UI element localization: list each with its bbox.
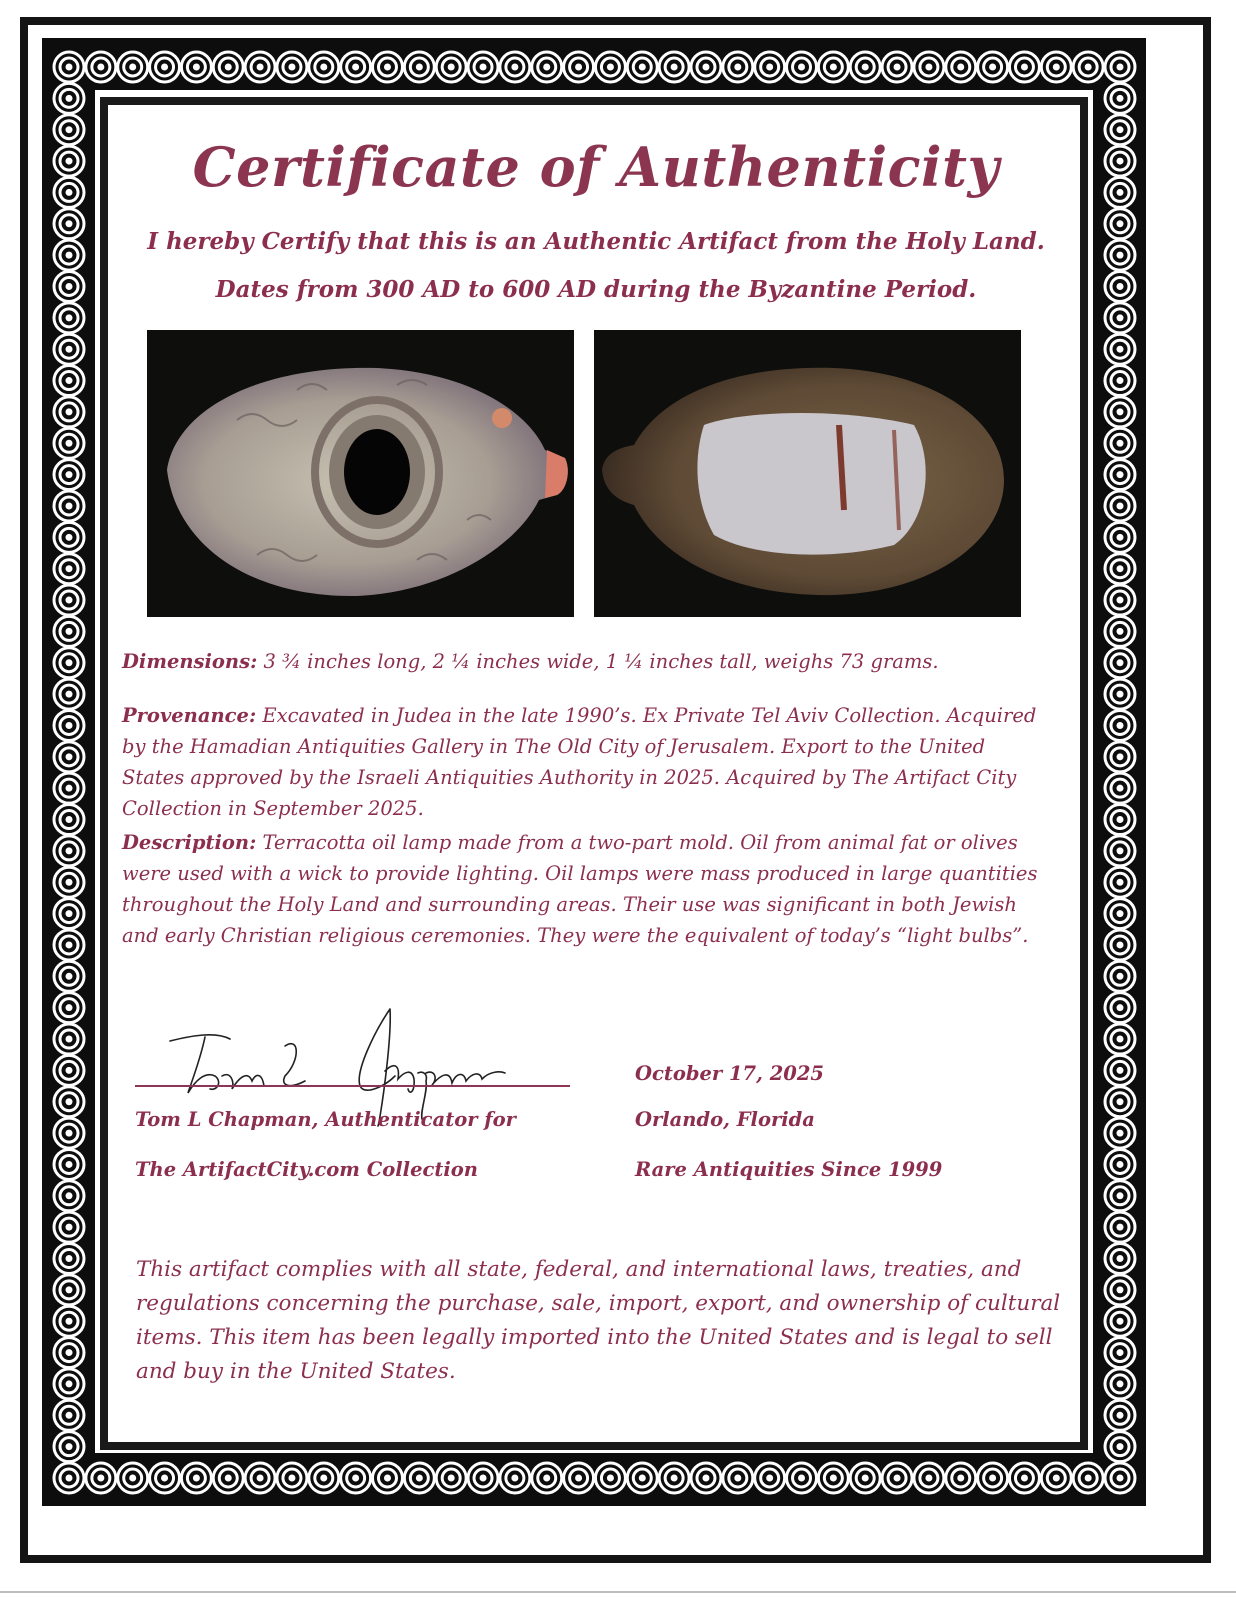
oil-lamp-top-photo <box>147 330 574 617</box>
legal-compliance-statement: This artifact complies with all state, federal, and international laws, treaties, and regulations concerning the purchase, sale, import, export, and ownership of cultural items. This item has been legally imported into the United States and is legal to sell and buy in the United States. <box>136 1257 1061 1384</box>
date-range-statement: Dates from 300 AD to 600 AD during the Byzantine Period. <box>215 276 977 303</box>
dimensions-text: 3 ¾ inches long, 2 ¼ inches wide, 1 ¼ inches tall, weighs 73 grams. <box>257 650 939 673</box>
certificate-title: Certificate of Authenticity <box>192 135 1000 199</box>
certificate-date: October 17, 2025 <box>635 1062 824 1085</box>
certificate-location: Orlando, Florida <box>635 1108 815 1131</box>
signature-line <box>135 1085 570 1087</box>
certificate-content <box>110 105 1082 1442</box>
provenance-paragraph <box>122 700 1052 824</box>
certification-statement: I hereby Certify that this is an Authentic Artifact from the Holy Land. <box>147 228 1045 255</box>
description-text: Terracotta oil lamp made from a two-part mold. Oil from animal fat or olives were used with a wick to provide lighting. Oil lamps were mass produced in large quantities throughout the Holy Land and surrounding areas. Their use was significant in both Jewish and early Christian religious ceremonies. They were the equivalent of today’s “light bulbs”. <box>122 831 1038 947</box>
provenance-text: Excavated in Judea in the late 1990’s. Ex Private Tel Aviv Collection. Acquired by the Hamadian Antiquities Gallery in The Old City of Jerusalem. Export to the United States approved by the Israeli Antiquities Authority in 2025. Acquired by The Artifact City Collection in September 2025. <box>122 704 1037 820</box>
signer-organization: The ArtifactCity.com Collection <box>135 1158 478 1181</box>
page-edge-rule <box>0 1591 1236 1593</box>
oil-lamp-top-image <box>147 330 574 617</box>
provenance-label: Provenance: <box>122 704 257 727</box>
oil-lamp-bottom-image <box>594 330 1021 617</box>
description-paragraph <box>122 827 1052 951</box>
description-label: Description: <box>122 831 257 854</box>
oil-lamp-bottom-photo <box>594 330 1021 617</box>
business-tagline: Rare Antiquities Since 1999 <box>635 1158 943 1181</box>
dimensions-label: Dimensions: <box>122 650 258 673</box>
dimensions-paragraph <box>122 646 1052 677</box>
signer-name: Tom L Chapman, Authenticator for <box>135 1108 516 1131</box>
